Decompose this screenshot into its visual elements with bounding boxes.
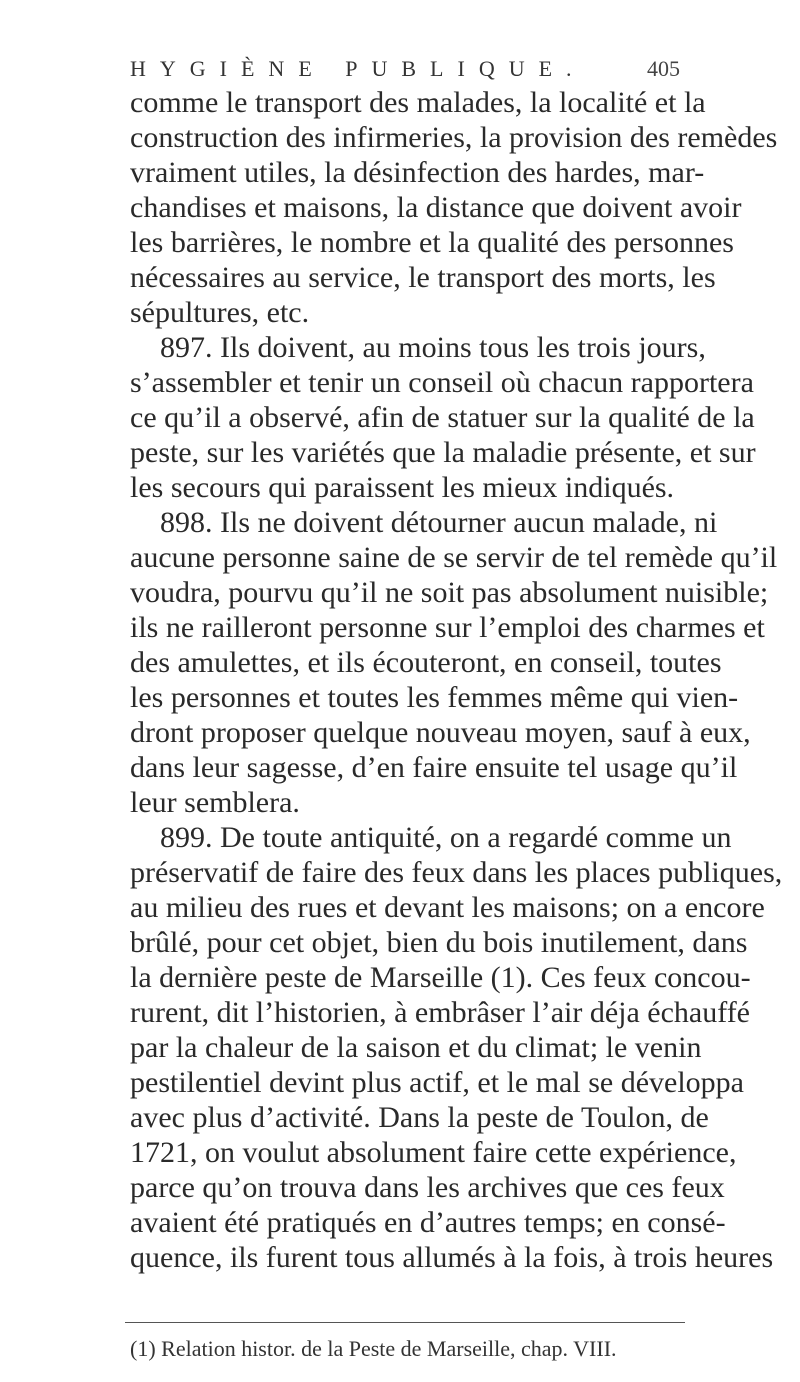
text-line: vraiment utiles, la désinfection des hardes, mar- — [130, 156, 705, 189]
text-line: aucune personne saine de se servir de tel remède qu’il — [130, 541, 778, 574]
text-line: préservatif de faire des feux dans les places publiques, — [130, 856, 783, 889]
text-line: avec plus d’activité. Dans la peste de Toulon, de — [130, 1101, 709, 1134]
page-number: 405 — [647, 56, 680, 81]
text-line: 1721, on voulut absolument faire cette expérience, — [130, 1136, 737, 1169]
text-line: les secours qui paraissent les mieux indiqués. — [130, 471, 675, 504]
paragraph-898-start: 898. Ils ne doivent détourner aucun malade, ni — [160, 506, 718, 539]
text-line: s’assembler et tenir un conseil où chacun rapportera — [130, 366, 754, 399]
text-line: peste, sur les variétés que la maladie présente, et sur — [130, 436, 756, 469]
footnote: (1) Relation histor. de la Peste de Marseille, chap. VIII. — [130, 1336, 617, 1361]
running-title: HYGIÈNE PUBLIQUE. — [130, 56, 586, 81]
text-line: leur semblera. — [130, 786, 300, 819]
text-line: dront proposer quelque nouveau moyen, sauf à eux, — [130, 716, 751, 749]
text-line: parce qu’on trouva dans les archives que ces feux — [130, 1171, 725, 1204]
text-line: chandises et maisons, la distance que doivent avoir — [130, 191, 742, 224]
text-line: avaient été pratiqués en d’autres temps; en consé- — [130, 1206, 726, 1239]
text-line: comme le transport des malades, la localité et la — [130, 86, 706, 119]
text-line: voudra, pourvu qu’il ne soit pas absolument nuisible; — [130, 576, 769, 609]
text-line: les barrières, le nombre et la qualité des personnes — [130, 226, 734, 259]
running-head — [130, 56, 680, 86]
text-line: la dernière peste de Marseille (1). Ces feux concou- — [130, 961, 751, 994]
text-line: nécessaires au service, le transport des morts, les — [130, 261, 716, 294]
text-line: ils ne railleront personne sur l’emploi des charmes et — [130, 611, 765, 644]
text-line: pestilentiel devint plus actif, et le mal se développa — [130, 1066, 744, 1099]
text-line: sépultures, etc. — [130, 296, 310, 329]
text-line: ce qu’il a observé, afin de statuer sur la qualité de la — [130, 401, 755, 434]
text-line: brûlé, pour cet objet, bien du bois inutilement, dans — [130, 926, 748, 959]
text-line: au milieu des rues et devant les maisons; on a encore — [130, 891, 765, 924]
text-line: des amulettes, et ils écouteront, en conseil, toutes — [130, 646, 722, 679]
text-line: dans leur sagesse, d’en faire ensuite tel usage qu’il — [130, 751, 738, 784]
text-line: rurent, dit l’historien, à embrâser l’air déja échauffé — [130, 996, 750, 1029]
text-line: les personnes et toutes les femmes même qui vien- — [130, 681, 739, 714]
text-line: quence, ils furent tous allumés à la fois, à trois heures — [130, 1241, 774, 1274]
paragraph-897-start: 897. Ils doivent, au moins tous les trois jours, — [160, 331, 706, 364]
footnote-divider — [125, 1322, 685, 1323]
text-line: par la chaleur de la saison et du climat; le venin — [130, 1031, 702, 1064]
text-line: construction des infirmeries, la provision des remèdes — [130, 121, 778, 154]
paragraph-899-start: 899. De toute antiquité, on a regardé comme un — [160, 821, 732, 854]
